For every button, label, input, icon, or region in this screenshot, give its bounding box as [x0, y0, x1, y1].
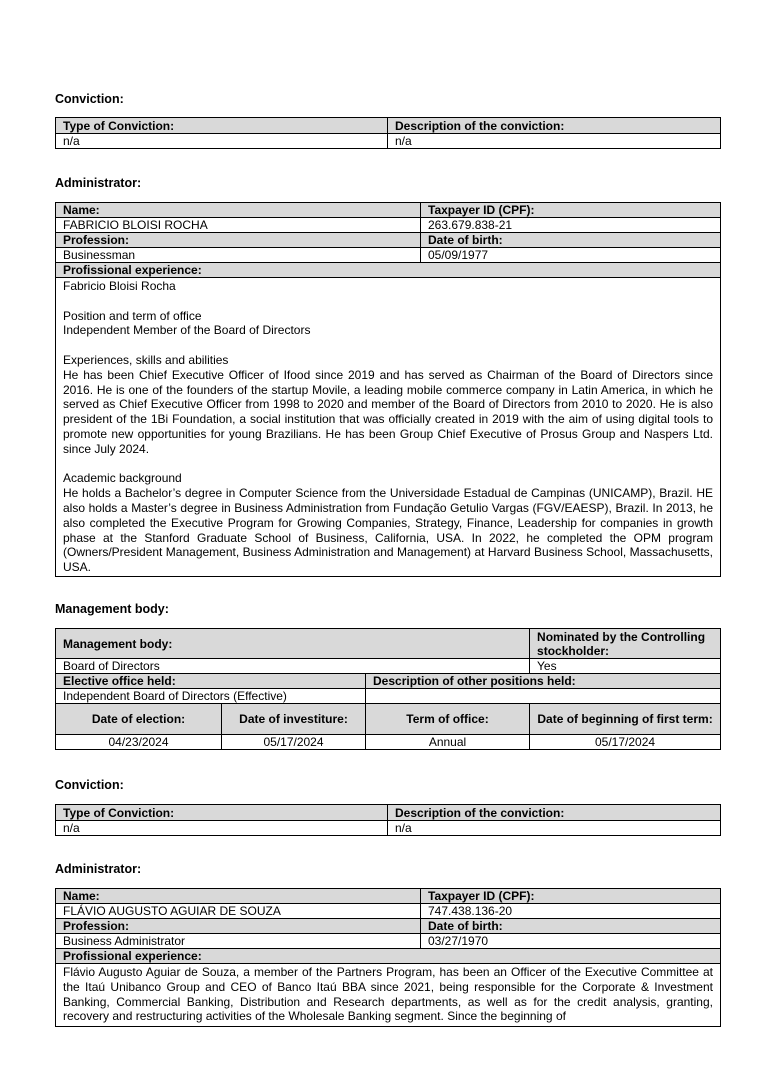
elective-office-label: Elective office held: — [56, 674, 366, 689]
conviction-description-header-2: Description of the conviction: — [388, 805, 721, 821]
conviction-table-2 — [55, 804, 721, 836]
name-label: Name: — [56, 203, 421, 218]
term-of-office-value: Annual — [366, 735, 530, 750]
taxpayer-value: 263.679.838-21 — [421, 218, 721, 233]
experience-label-2: Profissional experience: — [56, 949, 721, 964]
experience-paragraph-2: Flávio Augusto Aguiar de Souza, a member of the Partners Program, has been an Officer of the Executive Committee at the Itaú Unibanco Group and CEO of Banco Itaú BBA since 2021, being responsible for the Corporate & Investment Banking, Commercial Banking, Distribution and Research departments, as well as for the credit analysis, granting, recovery and restructuring activities of the Wholesale Banking segment. Since the beginning of — [63, 965, 713, 1024]
conviction-type-header-2: Type of Conviction: — [56, 805, 388, 821]
conviction-description-value-2: n/a — [388, 821, 721, 836]
profession-label: Profession: — [56, 233, 421, 248]
other-positions-label: Description of other positions held: — [366, 674, 721, 689]
name-value: FABRICIO BLOISI ROCHA — [56, 218, 421, 233]
management-body-label: Management body: — [56, 629, 530, 659]
first-term-date-value: 05/17/2024 — [530, 735, 721, 750]
profession-label-2: Profession: — [56, 919, 421, 934]
management-body-title: Management body: — [55, 602, 169, 616]
management-body-table — [55, 628, 721, 750]
dob-label-2: Date of birth: — [421, 919, 721, 934]
taxpayer-value-2: 747.438.136-20 — [421, 904, 721, 919]
administrator-table-2 — [55, 888, 721, 1027]
conviction-description-value: n/a — [388, 134, 721, 149]
experience-text-2 — [56, 964, 721, 1027]
conviction-type-header: Type of Conviction: — [56, 118, 388, 134]
name-value-2: FLÁVIO AUGUSTO AGUIAR DE SOUZA — [56, 904, 421, 919]
taxpayer-label-2: Taxpayer ID (CPF): — [421, 889, 721, 904]
position-heading: Position and term of office — [63, 308, 202, 323]
investiture-date-value: 05/17/2024 — [222, 735, 366, 750]
election-date-label: Date of election: — [56, 704, 222, 735]
experience-text — [56, 278, 721, 577]
dob-value-2: 03/27/1970 — [421, 934, 721, 949]
management-body-value: Board of Directors — [56, 659, 530, 674]
elective-office-value: Independent Board of Directors (Effective) — [56, 689, 366, 704]
experience-person-name: Fabricio Bloisi Rocha — [63, 279, 176, 293]
conviction-type-value-2: n/a — [56, 821, 388, 836]
profession-value: Businessman — [56, 248, 421, 263]
taxpayer-label: Taxpayer ID (CPF): — [421, 203, 721, 218]
profession-value-2: Business Administrator — [56, 934, 421, 949]
administrator-title-2: Administrator: — [55, 862, 142, 876]
skills-text: He has been Chief Executive Officer of Ifood since 2019 and has served as Chairman of the Board of Directors since 2016. He is one of the founders of the startup Movile, a leading mobile commerce company in Latin America, in which he served as Chief Executive Officer from 1998 to 2020 and member of the Board of Directors from 2010 to 2020. He is also president of the 1Bi Foundation, a social institution that was officially created in 2019 with the aim of using digital tools to promote new opportunities for young Brazilians. He has been Group Chief Executive of Prosus Group and Naspers Ltd. since July 2024. — [63, 367, 713, 456]
conviction-title: Conviction: — [55, 92, 124, 106]
position-value: Independent Member of the Board of Directors — [63, 323, 311, 338]
investiture-date-label: Date of investiture: — [222, 704, 366, 735]
conviction-type-value: n/a — [56, 134, 388, 149]
dob-value: 05/09/1977 — [421, 248, 721, 263]
academic-heading: Academic background — [63, 471, 182, 486]
conviction-description-header: Description of the conviction: — [388, 118, 721, 134]
administrator-title: Administrator: — [55, 176, 142, 190]
conviction-table — [55, 117, 721, 149]
other-positions-value — [366, 689, 721, 704]
term-of-office-label: Term of office: — [366, 704, 530, 735]
first-term-date-label: Date of beginning of first term: — [530, 704, 721, 735]
administrator-table — [55, 202, 721, 577]
nominated-value: Yes — [530, 659, 721, 674]
name-label-2: Name: — [56, 889, 421, 904]
election-date-value: 04/23/2024 — [56, 735, 222, 750]
dob-label: Date of birth: — [421, 233, 721, 248]
conviction-title-2: Conviction: — [55, 778, 124, 792]
nominated-label: Nominated by the Controlling stockholder: — [530, 629, 721, 659]
skills-heading: Experiences, skills and abilities — [63, 352, 229, 367]
academic-text: He holds a Bachelor’s degree in Computer Science from the Universidade Estadual de Campinas (UNICAMP), Brazil. HE also holds a Master’s degree in Business Administration from Fundação Getulio Vargas (FGV/EAESP), Brazil. In 2013, he also completed the Executive Program for Growing Companies, Strategy, Finance, Leadership for companies in growth phase at the Stanford Graduate School of Business, California, USA. In 2022, he completed the OPM program (Owners/President Management, Business Administration and Management) at Harvard Business School, Massachusetts, USA. — [63, 486, 713, 575]
experience-label: Profissional experience: — [56, 263, 721, 278]
